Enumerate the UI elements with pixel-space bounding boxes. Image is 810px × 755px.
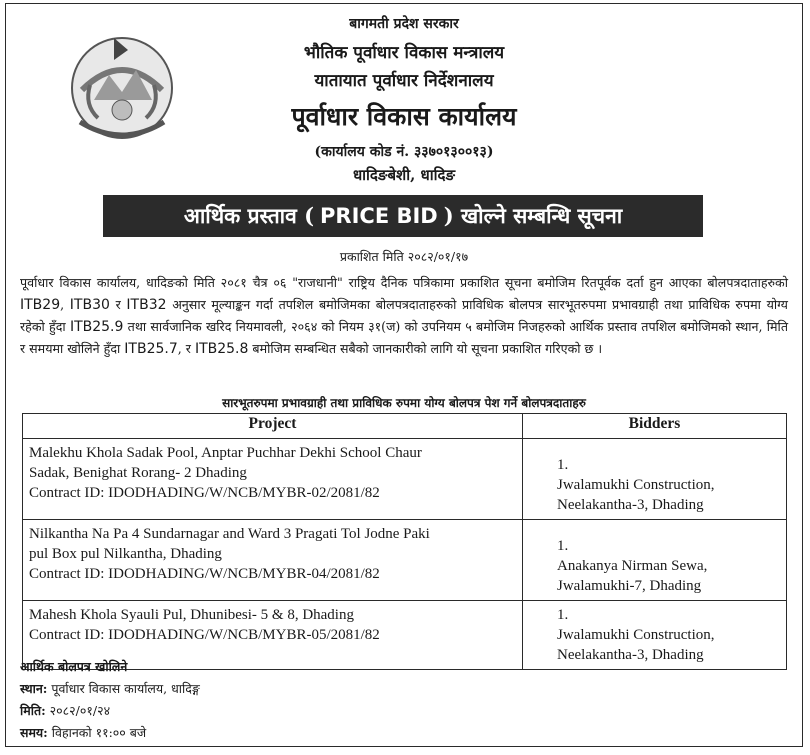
table-caption: सारभूतरुपमा प्रभावग्राही तथा प्राविधिक रुपमा योग्य बोलपत्र पेश गर्ने बोलपत्रदाताहरु <box>222 396 586 410</box>
time-label: समय: <box>20 725 48 740</box>
notice-text-7: बमोजिम सम्बन्धित सबैको जानकारीको लागि यो सूचना प्रकाशित गरिएको छ । <box>248 341 603 356</box>
office-name: पूर्वाधार विकास कार्यालय <box>291 102 517 131</box>
itb-ref-4: ITB25.9 <box>69 319 124 335</box>
bidder-details <box>557 475 757 515</box>
bidder-address: Neelakantha-3, Dhading <box>557 647 704 663</box>
published-date: प्रकाशित मिति २०८२/०१/१७ <box>339 249 469 264</box>
bidder-number: 1. <box>557 538 569 554</box>
table-header-row <box>23 414 787 439</box>
bidder-cell <box>523 601 787 670</box>
contract-id: Contract ID: IDODHADING/W/NCB/MYBR-05/2081/82 <box>29 627 380 643</box>
project-title-line: Mahesh Khola Syauli Pul, Dhunibesi- 5 & 8, Dhading <box>29 607 354 623</box>
opening-title: आर्थिक बोलपत्र खोलिने <box>20 659 128 674</box>
opening-date <box>20 700 200 722</box>
bidder-address: Neelakantha-3, Dhading <box>557 497 704 513</box>
notice-text-3: र <box>109 297 127 312</box>
bidder-name: Anakanya Nirman Sewa, <box>557 558 708 574</box>
time-value: विहानको ११:०० बजे <box>47 725 147 740</box>
table-row <box>23 439 787 520</box>
province-government: बागमती प्रदेश सरकार <box>349 16 459 32</box>
project-header: Project <box>23 414 523 439</box>
banner-latin: PRICE BID <box>320 204 438 228</box>
itb-ref-6: ITB25.8 <box>194 341 249 357</box>
notice-title-banner <box>103 195 703 237</box>
banner-prefix: आर्थिक प्रस्ताव ( <box>183 203 315 228</box>
notice-body <box>20 272 788 360</box>
table-row <box>23 520 787 601</box>
notice-text-5: तथा सार्वजानिक खरिद नियमावली, २०६४ को नियम ३१(ज) को उपनियम ५ बमोजिम निजहरुको आर्थिक प्रस्ताव तपशिल बमोजिमको स्थान, मिति र समयमा खोलिने हुँदा <box>20 319 788 356</box>
project-cell <box>23 439 523 520</box>
notice-text-2: , <box>60 297 70 312</box>
project-title-line: Malekhu Khola Sadak Pool, Anptar Puchhar Dekhi School Chaur <box>29 445 422 461</box>
notice-text-6: , र <box>177 341 195 356</box>
itb-ref-2: ITB30 <box>69 297 110 313</box>
itb-ref-5: ITB25.7 <box>124 341 178 357</box>
place-value: पूर्वाधार विकास कार्यालय, धादिङ्ग <box>47 681 200 696</box>
itb-ref-3: ITB32 <box>126 297 167 313</box>
notice-text-4: अनुसार मूल्याङ्कन गर्दा तपशिल बमोजिमका बोलपत्रदाताहरुको प्राविधिक बोलपत्र सारभूतरुपमा प्रभावग्राही तथा प्राविधिक रुपमा योग्य रहेको हुँदा <box>20 297 788 334</box>
bidder-number: 1. <box>557 457 569 473</box>
project-title-line: pul Box pul Nilkantha, Dhading <box>29 546 222 562</box>
opening-details <box>20 656 200 744</box>
notice-page <box>5 3 803 747</box>
bidder-address: Jwalamukhi-7, Dhading <box>557 578 702 594</box>
bidders-header: Bidders <box>523 414 787 439</box>
date-value: २०८२/०१/२४ <box>45 703 111 718</box>
bidder-cell <box>523 439 787 520</box>
bidder-name: Jwalamukhi Construction, <box>557 627 715 643</box>
banner-suffix: ) खोल्ने सम्बन्धि सूचना <box>443 203 623 228</box>
contract-id: Contract ID: IDODHADING/W/NCB/MYBR-04/2081/82 <box>29 566 380 582</box>
office-location: धादिङबेशी, धादिङ <box>352 166 456 184</box>
project-title-line: Sadak, Benighat Rorang- 2 Dhading <box>29 465 247 481</box>
bidders-table <box>22 413 787 670</box>
date-label: मिति: <box>20 703 46 718</box>
ministry-name: भौतिक पूर्वाधार विकास मन्त्रालय <box>303 43 505 63</box>
bidder-details <box>557 625 757 665</box>
contract-id: Contract ID: IDODHADING/W/NCB/MYBR-02/2081/82 <box>29 485 380 501</box>
office-code: (कार्यालय कोड नं. ३३७०१३००१३) <box>314 144 494 160</box>
notice-text-1: पूर्वाधार विकास कार्यालय, धादिङको मिति २०८१ चैत्र ०६ "राजधानी" राष्ट्रिय दैनिक पत्रिकामा प्रकाशित सूचना बमोजिम रितपूर्वक दर्ता हुन आएका बोलपत्रदाताहरुको <box>20 275 788 290</box>
itb-ref-1: ITB29 <box>20 297 61 313</box>
bidder-name: Jwalamukhi Construction, <box>557 477 715 493</box>
opening-time <box>20 722 200 744</box>
project-cell <box>23 520 523 601</box>
place-label: स्थान: <box>20 681 48 696</box>
bidder-details <box>557 556 757 596</box>
bidder-cell <box>523 520 787 601</box>
bidder-number: 1. <box>557 607 569 623</box>
directorate-name: यातायात पूर्वाधार निर्देशनालय <box>314 71 494 91</box>
opening-place <box>20 678 200 700</box>
project-title-line: Nilkantha Na Pa 4 Sundarnagar and Ward 3 Pragati Tol Jodne Paki <box>29 526 430 542</box>
